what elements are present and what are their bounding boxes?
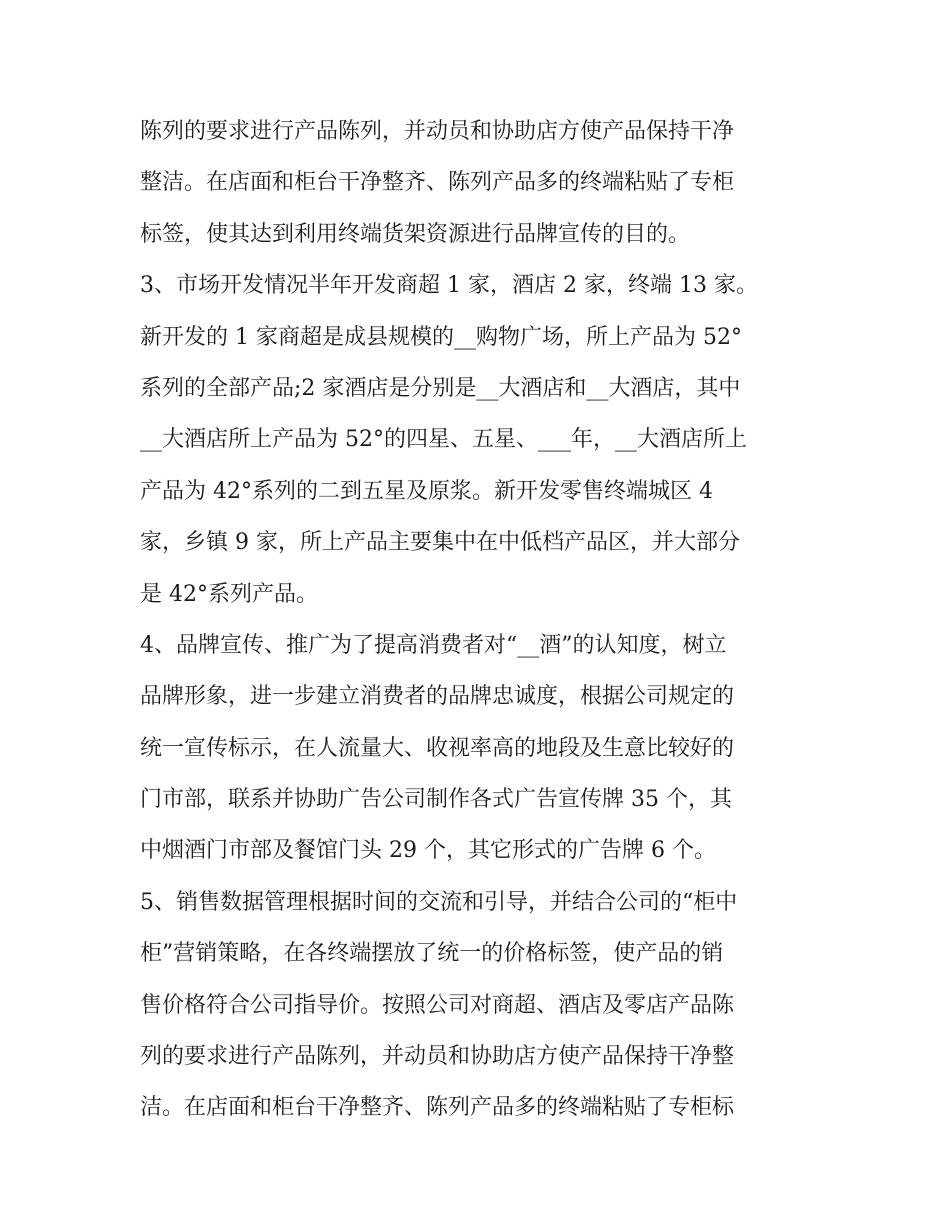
text-line: 陈列的要求进行产品陈列，并动员和协助店方使产品保持干净 (140, 119, 735, 144)
text-line: 柜”营销策略，在各终端摆放了统一的价格标签，使产品的销 (140, 941, 724, 967)
text-line: 4、品牌宣传、推广为了提高消费者对“__酒”的认知度，树立 (140, 632, 727, 658)
text-line: 门市部，联系并协助广告公司制作各式广告宣传牌 35 个，其 (140, 787, 732, 813)
text-line: 系列的全部产品;2 家酒店是分别是__大酒店和__大酒店，其中 (140, 375, 741, 401)
text-line: 是 42°系列产品。 (140, 581, 318, 607)
text-line: 标签，使其达到利用终端货架资源进行品牌宣传的目的。 (140, 221, 691, 247)
text-line: 列的要求进行产品陈列，并动员和协助店方使产品保持干净整 (140, 1044, 735, 1070)
text-line: 产品为 42°系列的二到五星及原浆。新开发零售终端城区 4 (140, 478, 713, 504)
text-line: 5、销售数据管理根据时间的交流和引导，并结合公司的“柜中 (140, 889, 738, 915)
text-line: 洁。在店面和柜台干净整齐、陈列产品多的终端粘贴了专柜标 (140, 1095, 735, 1121)
text-line: 家，乡镇 9 家，所上产品主要集中在中低档产品区，并大部分 (140, 530, 740, 556)
body-text (140, 106, 820, 1134)
text-line: 3、市场开发情况半年开发商超 1 家，酒店 2 家，终端 13 家。 (140, 273, 758, 299)
text-line: 中烟酒门市部及餐馆门头 29 个，其它形式的广告牌 6 个。 (140, 838, 716, 864)
text-line: 售价格符合公司指导价。按照公司对商超、酒店及零店产品陈 (140, 992, 735, 1018)
text-line: 统一宣传标示，在人流量大、收视率高的地段及生意比较好的 (140, 735, 735, 761)
text-line: __大酒店所上产品为 52°的四星、五星、___年，__大酒店所上 (140, 427, 747, 453)
text-line: 品牌形象，进一步建立消费者的品牌忠诚度，根据公司规定的 (140, 684, 735, 710)
text-line: 整洁。在店面和柜台干净整齐、陈列产品多的终端粘贴了专柜 (140, 170, 735, 196)
text-line: 新开发的 1 家商超是成县规模的__购物广场，所上产品为 52° (140, 324, 742, 350)
